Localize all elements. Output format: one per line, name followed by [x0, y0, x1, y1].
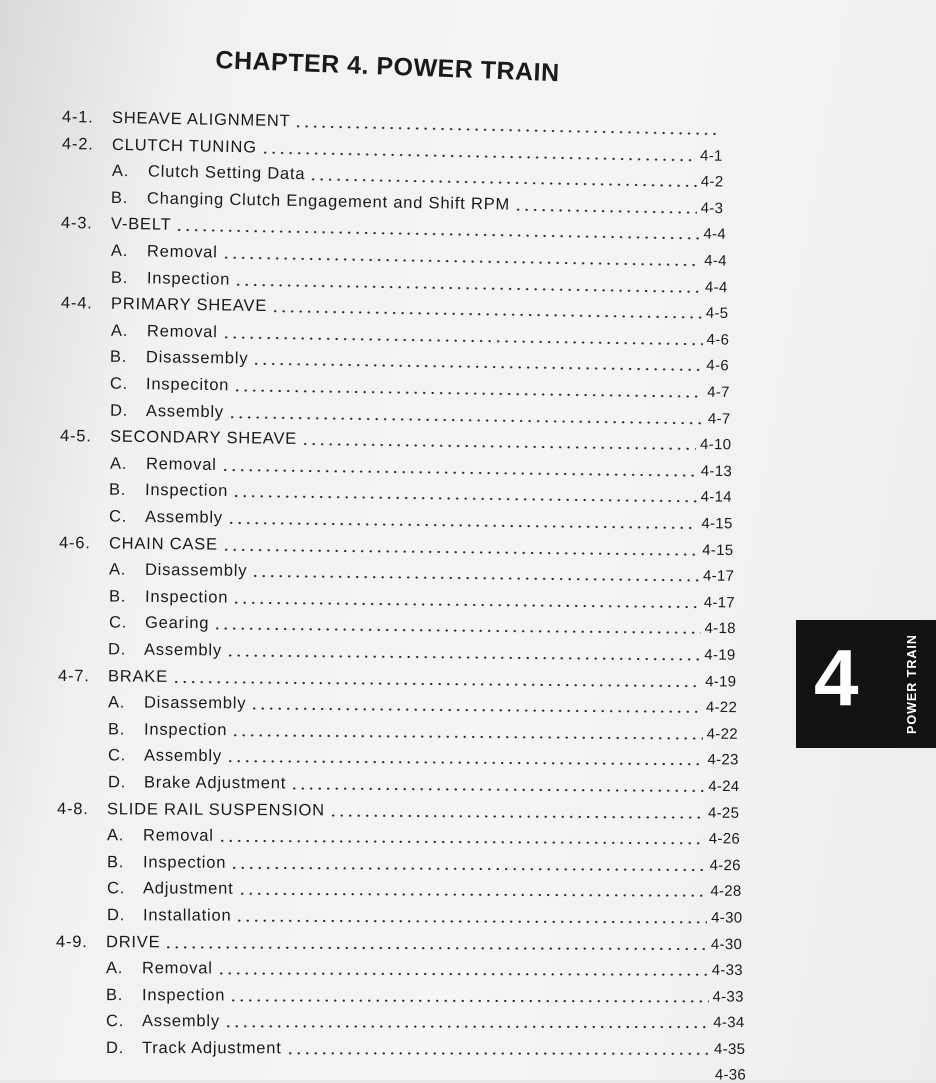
toc-label: Changing Clutch Engagement and Shift RPM — [147, 189, 510, 214]
toc-page-number: 4-26 — [710, 857, 741, 874]
toc-leader-dots — [220, 468, 696, 478]
toc-subsection-row — [60, 321, 728, 350]
toc-leader-dots — [235, 919, 707, 925]
toc-subsection-row — [56, 1066, 746, 1083]
toc-number — [60, 388, 110, 389]
toc-page-number: 4-17 — [703, 594, 734, 611]
toc-number: 4-6. — [59, 534, 109, 554]
toc-subletter: B. — [106, 986, 142, 1005]
toc-label: PRIMARY SHEAVE — [111, 295, 267, 316]
toc-label: Inspection — [143, 853, 226, 872]
toc-subletter: D. — [107, 773, 143, 792]
toc-leader-dots — [165, 945, 708, 951]
toc-subsection-row — [59, 587, 735, 612]
toc-number: 4-1. — [62, 108, 112, 128]
toc-subletter: C. — [110, 375, 146, 394]
toc-subletter: C. — [108, 747, 144, 766]
toc-number — [61, 255, 111, 256]
toc-subletter: C. — [109, 508, 145, 527]
toc-leader-dots — [261, 150, 696, 162]
toc-subsection-row — [59, 560, 734, 586]
toc-page-number: 4-7 — [708, 410, 731, 427]
toc-leader-dots — [232, 600, 700, 608]
toc-page-number: 4-35 — [714, 1041, 745, 1058]
toc-leader-dots — [237, 892, 706, 898]
toc-number — [60, 415, 110, 416]
toc-subsection-row — [58, 746, 739, 769]
toc-number — [61, 282, 111, 283]
toc-label: SECONDARY SHEAVE — [110, 428, 297, 449]
toc-page-number: 4-10 — [700, 436, 731, 453]
toc-subletter: B. — [111, 268, 147, 288]
toc-section-row — [57, 800, 739, 823]
toc-subsection-row — [58, 720, 738, 744]
toc-leader-dots — [224, 1025, 709, 1030]
toc-leader-dots — [222, 547, 698, 556]
toc-label: SHEAVE ALIGNMENT — [112, 109, 291, 131]
toc-leader-dots — [271, 309, 702, 319]
toc-section-row — [61, 294, 729, 323]
toc-page-number: 4-14 — [701, 489, 732, 506]
toc-page-number: 4-25 — [708, 804, 739, 821]
chapter-tab-label: POWER TRAIN — [900, 624, 924, 744]
toc-section-row — [61, 214, 726, 244]
toc-label: Removal — [146, 455, 217, 475]
toc-leader-dots — [228, 415, 704, 425]
toc-label: Gearing — [144, 614, 208, 634]
toc-page-number: 4-7 — [707, 384, 730, 401]
toc-subsection-row — [57, 879, 742, 901]
toc-page-number: 4-26 — [709, 831, 740, 848]
toc-subsection-row — [61, 161, 723, 191]
toc-label: Removal — [146, 322, 217, 342]
toc-number: 4-8. — [57, 800, 107, 819]
toc-subsection-row — [59, 480, 732, 507]
toc-label: Inspection — [144, 720, 227, 740]
toc-subsection-row — [58, 640, 736, 665]
toc-subsection-row — [56, 1012, 745, 1032]
toc-number — [59, 521, 109, 522]
toc-subletter: B. — [111, 189, 147, 209]
toc-label: Assembly — [144, 747, 222, 767]
toc-leader-dots — [229, 998, 708, 1003]
toc-page-number: 4-4 — [704, 226, 727, 243]
toc-label: Track Adjustment — [142, 1039, 282, 1058]
toc-leader-dots — [231, 733, 703, 740]
toc-subsection-row — [59, 507, 733, 533]
toc-section-row — [60, 427, 732, 454]
toc-subsection-row — [61, 188, 724, 218]
toc-page-number: 4-2 — [700, 173, 723, 190]
toc-label: Assembly — [145, 508, 223, 528]
toc-page-number: 4-22 — [706, 725, 737, 742]
toc-label: Removal — [142, 959, 213, 978]
toc-subletter: D. — [108, 640, 144, 659]
toc-leader-dots — [301, 442, 696, 451]
toc-page-number: 4-6 — [707, 357, 730, 374]
toc-leader-dots — [514, 207, 697, 214]
toc-page-number: 4-4 — [704, 252, 727, 269]
toc-label: Inspection — [142, 986, 225, 1005]
toc-subsection-row — [60, 374, 730, 402]
toc-section-row — [56, 933, 742, 954]
toc-leader-dots — [294, 124, 718, 136]
toc-page-number: 4-1 — [700, 147, 723, 164]
toc-subletter: B. — [109, 587, 145, 606]
toc-leader-dots — [218, 839, 705, 845]
toc-label: Clutch Setting Data — [147, 163, 305, 185]
toc-subsection-row — [58, 693, 737, 717]
toc-label: Inspeciton — [146, 375, 229, 395]
toc-label: Disassembly — [144, 694, 246, 714]
toc-subletter: C. — [108, 614, 144, 633]
toc-page-number: 4-33 — [712, 962, 743, 979]
chapter-tab-label-wrap — [900, 624, 924, 744]
toc-subsection-row — [61, 241, 727, 271]
toc-subsection-row — [57, 853, 741, 875]
toc-label: Inspection — [147, 269, 231, 289]
toc-leader-dots — [285, 1051, 709, 1056]
toc-leader-dots — [230, 866, 705, 872]
toc-label: Disassembly — [145, 561, 248, 581]
toc-page-number: 4-6 — [706, 331, 729, 348]
toc-subsection-row — [60, 454, 732, 481]
toc-subletter: A. — [109, 561, 145, 580]
toc-subsection-row — [56, 1039, 745, 1059]
toc-label: SLIDE RAIL SUSPENSION — [107, 800, 325, 820]
toc-subletter: B. — [109, 481, 145, 500]
toc-section-row — [62, 108, 722, 139]
toc-subsection-row — [56, 986, 744, 1007]
toc-leader-dots — [222, 256, 701, 268]
toc-page-number: 4-13 — [700, 462, 731, 479]
toc-leader-dots — [234, 282, 701, 293]
toc-leader-dots — [251, 574, 699, 582]
toc-leader-dots — [309, 177, 697, 188]
toc-label: BRAKE — [108, 667, 168, 686]
toc-section-row — [58, 667, 737, 691]
toc-label: Assembly — [142, 1013, 220, 1032]
toc-page-number: 4-19 — [705, 647, 736, 664]
toc-label: Inspection — [145, 588, 228, 608]
toc-leader-dots — [253, 362, 703, 372]
toc-number: 4-7. — [58, 667, 108, 686]
toc-leader-dots — [213, 627, 700, 635]
toc-subsection-row — [60, 347, 729, 375]
toc-page-number: 4-4 — [705, 279, 728, 296]
chapter-tab — [796, 620, 936, 748]
toc-subsection-row — [57, 906, 742, 928]
toc-page-number: 4-5 — [705, 305, 728, 322]
toc-subletter: B. — [107, 853, 143, 872]
toc-leader-dots — [250, 707, 702, 714]
toc-label: Installation — [143, 906, 232, 925]
toc-subletter: C. — [106, 1012, 142, 1031]
toc-label: Removal — [143, 827, 214, 846]
toc-page-number: 4-33 — [713, 988, 744, 1005]
toc-subletter: D. — [110, 401, 146, 420]
toc-page-number: 4-34 — [713, 1015, 744, 1032]
toc-subletter: D. — [106, 1039, 142, 1058]
toc-number — [62, 175, 112, 176]
toc-subsection-row — [60, 401, 731, 429]
toc-number — [59, 574, 109, 575]
toc-label: Removal — [147, 242, 218, 262]
toc-subletter: A. — [108, 694, 144, 713]
toc-page-number: 4-36 — [714, 1066, 745, 1083]
toc-label: Inspection — [145, 481, 228, 501]
toc-leader-dots — [176, 228, 700, 241]
toc-section-row — [62, 135, 723, 166]
toc-subsection-row — [57, 826, 740, 849]
toc-subsection-row — [56, 959, 743, 980]
toc-number: 4-4. — [61, 294, 111, 314]
toc-page-number: 4-19 — [705, 673, 736, 690]
chapter-tab-number: 4 — [814, 638, 859, 718]
toc-label: Assembly — [144, 641, 222, 661]
toc-subsection-row — [61, 268, 728, 297]
toc-page-number: 4-18 — [704, 620, 735, 637]
toc-label: Brake Adjustment — [143, 774, 285, 794]
toc-page-number: 4-17 — [703, 568, 734, 585]
toc-number — [59, 494, 109, 495]
toc-subletter: A. — [106, 959, 142, 978]
toc-leader-dots — [172, 680, 701, 688]
toc-subletter: B. — [110, 348, 146, 367]
toc-label: Assembly — [146, 402, 224, 422]
toc-subletter: A. — [107, 826, 143, 845]
toc-section-row — [59, 534, 734, 560]
toc-subletter: B. — [108, 720, 144, 739]
toc-subletter: A. — [111, 242, 147, 262]
toc-label: Disassembly — [146, 349, 249, 369]
toc-subletter: D. — [107, 906, 143, 925]
toc-leader-dots — [221, 335, 702, 346]
toc-leader-dots — [233, 494, 697, 503]
toc-label: V-BELT — [111, 215, 172, 235]
toc-number: 4-9. — [56, 933, 106, 952]
toc-leader-dots — [217, 972, 708, 977]
toc-page-number: 4-24 — [708, 778, 739, 795]
toc-page-number: 4-23 — [707, 752, 738, 769]
toc-page-number: 4-15 — [702, 541, 733, 558]
toc-leader-dots — [226, 759, 704, 766]
toc-subletter: A. — [110, 454, 146, 473]
toc-number: 4-3. — [61, 214, 111, 234]
toc-label: Adjustment — [143, 880, 234, 899]
toc-leader-dots — [226, 653, 700, 661]
toc-number — [60, 335, 110, 336]
toc-leader-dots — [329, 813, 704, 819]
toc-label: CHAIN CASE — [109, 534, 218, 554]
toc-number — [60, 468, 110, 469]
toc-number: 4-5. — [60, 427, 110, 447]
chapter-title: CHAPTER 4. POWER TRAIN — [215, 46, 616, 90]
toc-page-number: 4-3 — [701, 200, 724, 217]
toc-page-number: 4-22 — [706, 699, 737, 716]
toc-leader-dots — [227, 521, 698, 530]
toc-number: 4-2. — [62, 135, 112, 155]
toc-number — [60, 361, 110, 362]
toc-leader-dots — [290, 786, 704, 793]
toc-page-number: 4-15 — [702, 515, 733, 532]
toc-subletter: C. — [107, 880, 143, 899]
toc-subletter: A. — [110, 322, 146, 342]
toc-subletter: A. — [111, 162, 147, 182]
toc-label: DRIVE — [106, 933, 160, 952]
toc-leader-dots — [233, 388, 703, 398]
toc-subsection-row — [58, 613, 735, 638]
toc-label: CLUTCH TUNING — [112, 135, 257, 157]
toc-page-number: 4-28 — [710, 883, 741, 900]
toc-page-number: 4-30 — [711, 909, 742, 926]
toc-page-number: 4-30 — [711, 936, 742, 953]
toc-number — [61, 202, 111, 203]
toc-subsection-row — [57, 773, 739, 796]
